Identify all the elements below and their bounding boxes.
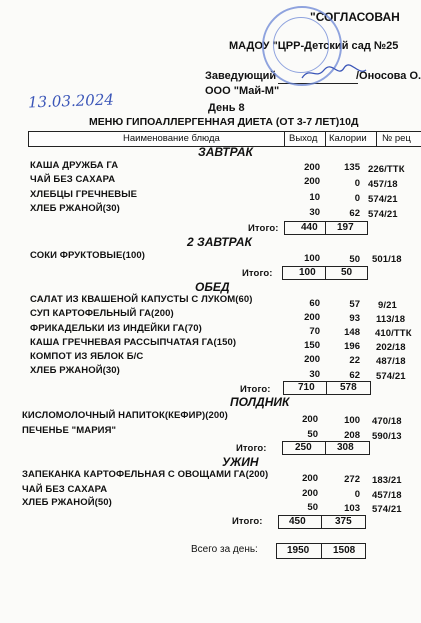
total-label: Итого: [248, 223, 279, 234]
day-label: День 8 [208, 102, 245, 114]
head-title: Заведующий [205, 70, 277, 82]
total-label: Итого: [236, 443, 267, 454]
total-label: Итого: [242, 268, 273, 279]
section-title: УЖИН [222, 455, 259, 469]
column-output: Выход [289, 133, 318, 144]
total-box: 440 197 [284, 221, 368, 235]
menu-title: МЕНЮ ГИПОАЛЛЕРГЕННАЯ ДИЕТА (ОТ 3-7 ЛЕТ)10Д [89, 116, 359, 128]
column-divider [284, 131, 285, 147]
column-calories: Калории [329, 133, 367, 144]
supplier-name: ООО "Май-М" [205, 85, 280, 97]
section-title: ЗАВТРАК [198, 145, 253, 159]
section-title: ПОЛДНИК [230, 395, 290, 409]
head-name: /Оносова О. [356, 70, 421, 82]
organization-name: МАДОУ "ЦРР-Детский сад №25 [229, 40, 399, 52]
total-label: Итого: [232, 516, 263, 527]
handwritten-date: 13.03.2024 [27, 90, 115, 112]
total-box: 100 50 [282, 266, 368, 280]
section-title: 2 ЗАВТРАК [187, 235, 252, 249]
column-divider [325, 131, 326, 147]
approval-title: "СОГЛАСОВАН [310, 10, 400, 24]
grand-total-box: 1950 1508 [276, 543, 366, 559]
total-box: 710 578 [283, 381, 371, 395]
column-recipe: № рец [382, 133, 411, 144]
total-box: 450 375 [278, 515, 366, 529]
handwritten-signature [300, 64, 368, 82]
grand-total-label: Всего за день: [191, 544, 258, 555]
total-box: 250 308 [282, 441, 370, 455]
section-title: ОБЕД [195, 280, 230, 294]
column-name: Наименование блюда [123, 133, 220, 144]
total-label: Итого: [240, 384, 271, 395]
column-divider [376, 131, 377, 147]
